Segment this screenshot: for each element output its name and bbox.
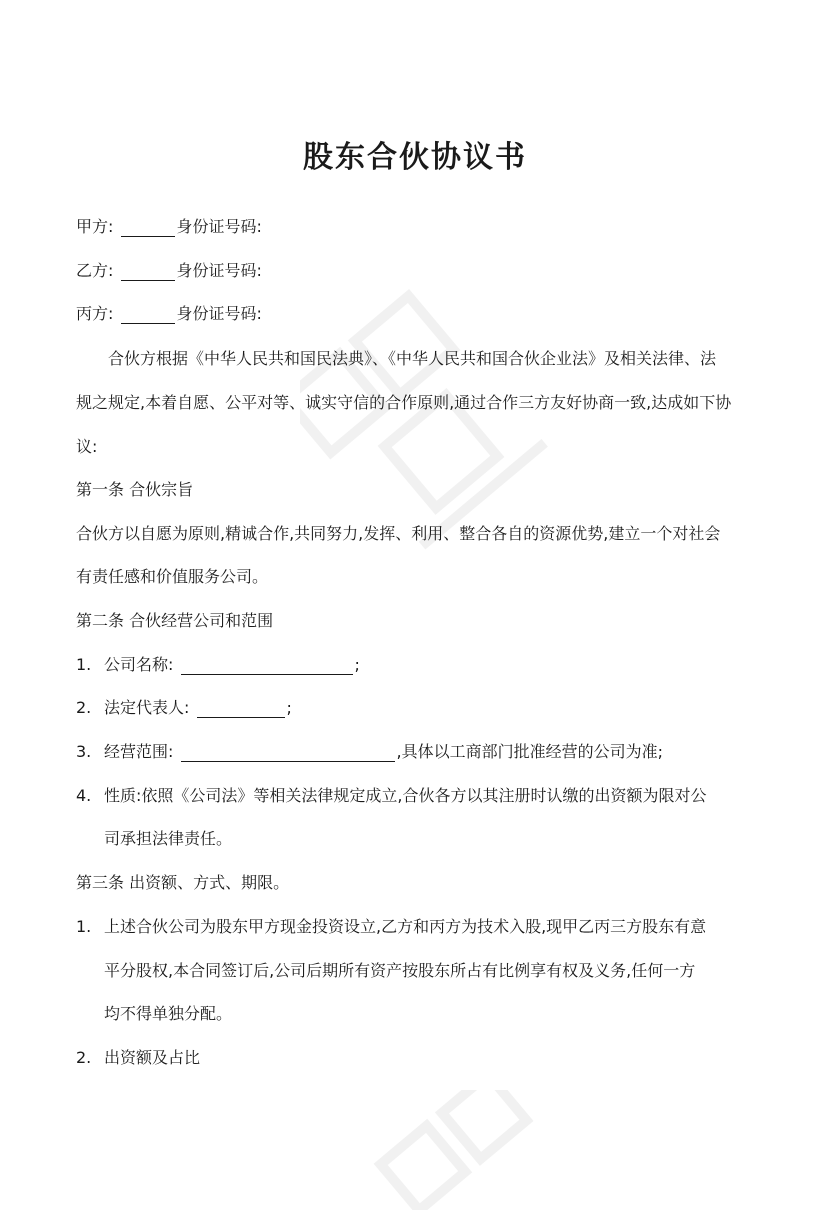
item-number: 1.: [76, 655, 92, 674]
item-text: 司承担法律责任。: [104, 829, 233, 848]
party-line: [76, 304, 262, 324]
name-blank[interactable]: [121, 307, 175, 324]
item-suffix: ,具体以工商部门批准经营的公司为准;: [396, 742, 663, 761]
item-text: 均不得单独分配。: [104, 1004, 233, 1023]
item-label: 公司名称:: [104, 655, 174, 674]
party-line: [76, 217, 262, 237]
article-heading: 第三条 出资额、方式、期限。: [76, 873, 290, 892]
item-label: 经营范围:: [104, 742, 174, 761]
item-suffix: ;: [286, 698, 292, 717]
item-number: 1.: [76, 917, 92, 936]
item-number: 4.: [76, 786, 92, 805]
list-item: [76, 917, 706, 937]
item-number: 2.: [76, 698, 92, 717]
id-label: 身份证号码:: [176, 261, 262, 280]
party-line: [76, 261, 262, 281]
company-name-blank[interactable]: [181, 658, 353, 675]
intro-line: 合伙方根据《中华人民共和国民法典》、《中华人民共和国合伙企业法》及相关法律、法: [108, 349, 717, 368]
party-label: 丙方:: [76, 304, 114, 323]
item-text: 出资额及占比: [104, 1048, 201, 1067]
item-suffix: ;: [354, 655, 360, 674]
item-text: 平分股权,本合同签订后,公司后期所有资产按股东所占有比例享有权及义务,任何一方: [104, 961, 696, 980]
article-text: 有责任感和价值服务公司。: [76, 567, 269, 586]
watermark-icon: [300, 270, 560, 560]
item-number: 3.: [76, 742, 92, 761]
id-label: 身份证号码:: [176, 304, 262, 323]
item-label: 法定代表人:: [104, 698, 190, 717]
intro-line: 议:: [76, 437, 98, 456]
item-text: 性质:依照《公司法》等相关法律规定成立,合伙各方以其注册时认缴的出资额为限对公: [104, 786, 707, 805]
list-item: [76, 786, 706, 806]
document-title: 股东合伙协议书: [303, 140, 527, 175]
article-heading: 第二条 合伙经营公司和范围: [76, 611, 274, 630]
legal-rep-blank[interactable]: [197, 701, 285, 718]
watermark-icon: [330, 1090, 590, 1210]
list-item: [76, 1048, 200, 1068]
name-blank[interactable]: [121, 220, 175, 237]
party-label: 甲方:: [76, 217, 114, 236]
business-scope-blank[interactable]: [181, 745, 395, 762]
article-text: 合伙方以自愿为原则,精诚合作,共同努力,发挥、利用、整合各自的资源优势,建立一个对社会: [76, 524, 721, 543]
article-heading: 第一条 合伙宗旨: [76, 480, 194, 499]
party-label: 乙方:: [76, 261, 114, 280]
item-text: 上述合伙公司为股东甲方现金投资设立,乙方和丙方为技术入股,现甲乙丙三方股东有意: [104, 917, 707, 936]
list-item: [76, 655, 360, 675]
list-item: [76, 742, 663, 762]
list-item: [76, 698, 292, 718]
id-label: 身份证号码:: [176, 217, 262, 236]
intro-line: 规之规定,本着自愿、公平对等、诚实守信的合作原则,通过合作三方友好协商一致,达成如下协: [76, 393, 732, 412]
item-number: 2.: [76, 1048, 92, 1067]
name-blank[interactable]: [121, 264, 175, 281]
